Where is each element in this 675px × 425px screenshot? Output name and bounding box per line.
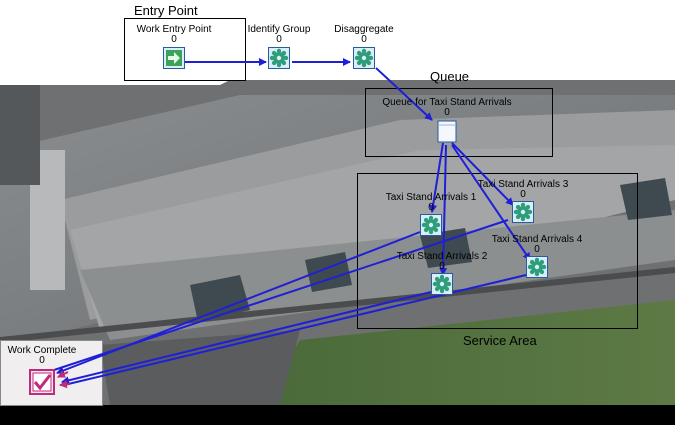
work-entry-point-count: 0: [171, 34, 177, 45]
gear-icon[interactable]: [353, 47, 375, 69]
disaggregate-count: 0: [361, 34, 367, 45]
taxi-stand-2-count: 0: [439, 261, 445, 272]
work-entry-point-block[interactable]: [124, 24, 224, 69]
identify-group-label: Identify Group: [247, 24, 311, 35]
gear-icon[interactable]: [526, 256, 548, 278]
identify-group-count: 0: [276, 34, 282, 45]
taxi-stand-3-count: 0: [520, 189, 526, 200]
green-arrow-icon[interactable]: [163, 47, 185, 69]
entry-point-title: Entry Point: [134, 3, 198, 18]
taxi-stand-4-label: Taxi Stand Arrivals 4: [491, 234, 583, 245]
queue-cylinder-icon[interactable]: [437, 119, 457, 143]
gear-icon[interactable]: [512, 201, 534, 223]
queue-taxi-count: 0: [444, 107, 450, 118]
work-complete-count: 0: [39, 355, 45, 366]
disaggregate-label: Disaggregate: [334, 24, 394, 35]
taxi-stand-4-count: 0: [534, 244, 540, 255]
checkmark-icon[interactable]: [29, 369, 55, 395]
service-area-title: Service Area: [463, 333, 537, 348]
taxi-stand-1-label: Taxi Stand Arrivals 1: [385, 192, 477, 203]
queue-taxi-block[interactable]: [367, 97, 527, 143]
gear-icon[interactable]: [420, 214, 442, 236]
work-complete-label: Work Complete: [7, 345, 77, 356]
taxi-stand-3-label: Taxi Stand Arrivals 3: [477, 179, 569, 190]
taxi-stand-3-block[interactable]: [464, 179, 582, 223]
queue-taxi-label: Queue for Taxi Stand Arrivals: [382, 97, 512, 108]
gear-icon[interactable]: [268, 47, 290, 69]
identify-group-block[interactable]: [234, 24, 324, 69]
taxi-stand-2-label: Taxi Stand Arrivals 2: [396, 251, 488, 262]
gear-icon[interactable]: [431, 273, 453, 295]
taxi-stand-1-count: 0: [428, 202, 434, 213]
work-complete-block[interactable]: [2, 345, 82, 395]
taxi-stand-4-block[interactable]: [478, 234, 596, 278]
disaggregate-block[interactable]: [319, 24, 409, 69]
queue-title: Queue: [430, 69, 470, 84]
work-entry-point-label: Work Entry Point: [136, 24, 212, 35]
